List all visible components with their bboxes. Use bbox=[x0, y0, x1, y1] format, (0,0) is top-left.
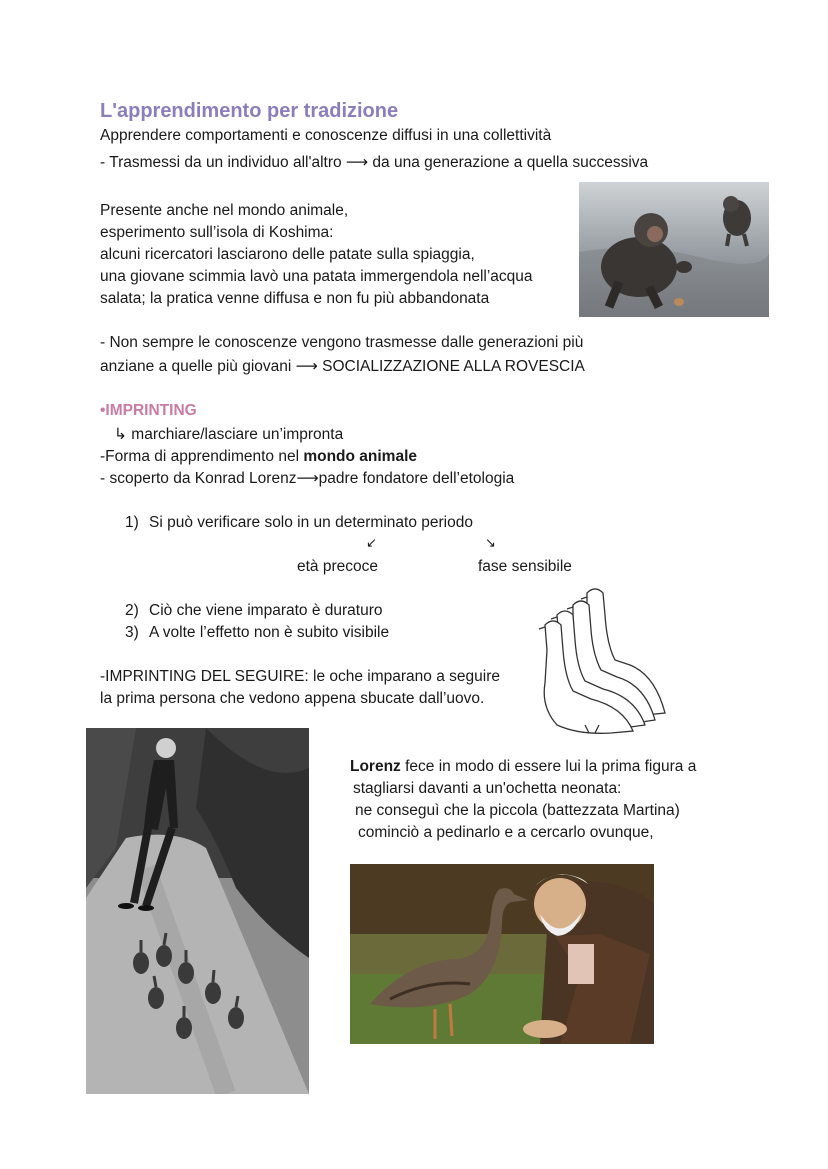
reverse-line-1: - Non sempre le conoscenze vengono trasmesse dalle generazioni più bbox=[100, 334, 584, 351]
intro-line-2: - Trasmessi da un individuo all'altro ⟶ da una generazione a quella successiva bbox=[100, 154, 649, 171]
lorenz-line-2: stagliarsi davanti a un'ochetta neonata: bbox=[353, 780, 622, 797]
branch-left: età precoce bbox=[297, 558, 378, 575]
form-prefix: -Forma di apprendimento nel bbox=[100, 448, 304, 465]
follow-line-2: la prima persona che vedono appena sbucate dall’uovo. bbox=[100, 690, 485, 707]
animal-line-5: salata; la pratica venne diffusa e non fu più abbandonata bbox=[100, 290, 490, 307]
branch-right: fase sensibile bbox=[478, 558, 572, 575]
form-bold: mondo animale bbox=[303, 448, 418, 465]
imprinting-discovered: - scoperto da Konrad Lorenz⟶padre fondatore dell’etologia bbox=[100, 470, 515, 487]
lorenz-line-4: cominciò a pedinarlo e a cercarlo ovunque, bbox=[358, 824, 654, 841]
page-title: L'apprendimento per tradizione bbox=[100, 100, 399, 122]
geese-drawing bbox=[535, 585, 670, 735]
follow-line-1: -IMPRINTING DEL SEGUIRE: le oche imparano a seguire bbox=[100, 668, 500, 685]
reverse-line-2: anziane a quelle più giovani ⟶ SOCIALIZZAZIONE ALLA ROVESCIA bbox=[100, 358, 585, 375]
item-1-text: Si può verificare solo in un determinato periodo bbox=[149, 514, 473, 531]
lorenz-line-1-rest: fece in modo di essere lui la prima figura a bbox=[400, 758, 697, 775]
animal-line-3: alcuni ricercatori lasciarono delle patate sulla spiaggia, bbox=[100, 246, 475, 263]
animal-line-2: esperimento sull’isola di Koshima: bbox=[100, 224, 334, 241]
monkey-photo bbox=[579, 182, 769, 317]
imprinting-heading: •IMPRINTING bbox=[100, 402, 197, 419]
item-1-number: 1) bbox=[125, 514, 139, 531]
imprinting-sub: ↳ marchiare/lasciare un’impronta bbox=[114, 426, 344, 443]
animal-line-1: Presente anche nel mondo animale, bbox=[100, 202, 349, 219]
lorenz-line-1 bbox=[350, 756, 696, 778]
arrow-right: ↘ bbox=[485, 535, 496, 550]
arrow-left: ↙ bbox=[366, 535, 377, 550]
item-3-text: A volte l’effetto non è subito visibile bbox=[149, 624, 390, 641]
imprinting-form bbox=[100, 446, 417, 468]
item-2-text: Ciò che viene imparato è duraturo bbox=[149, 602, 383, 619]
animal-line-4: una giovane scimmia lavò una patata immergendola nell’acqua bbox=[100, 268, 533, 285]
lorenz-name: Lorenz bbox=[350, 758, 401, 775]
lorenz-goose-photo bbox=[350, 864, 654, 1044]
lorenz-walking-photo bbox=[86, 728, 309, 1094]
item-2-number: 2) bbox=[125, 602, 139, 619]
lorenz-line-3: ne conseguì che la piccola (battezzata Martina) bbox=[355, 802, 680, 819]
item-3-number: 3) bbox=[125, 624, 139, 641]
intro-line-1: Apprendere comportamenti e conoscenze diffusi in una collettività bbox=[100, 127, 552, 144]
